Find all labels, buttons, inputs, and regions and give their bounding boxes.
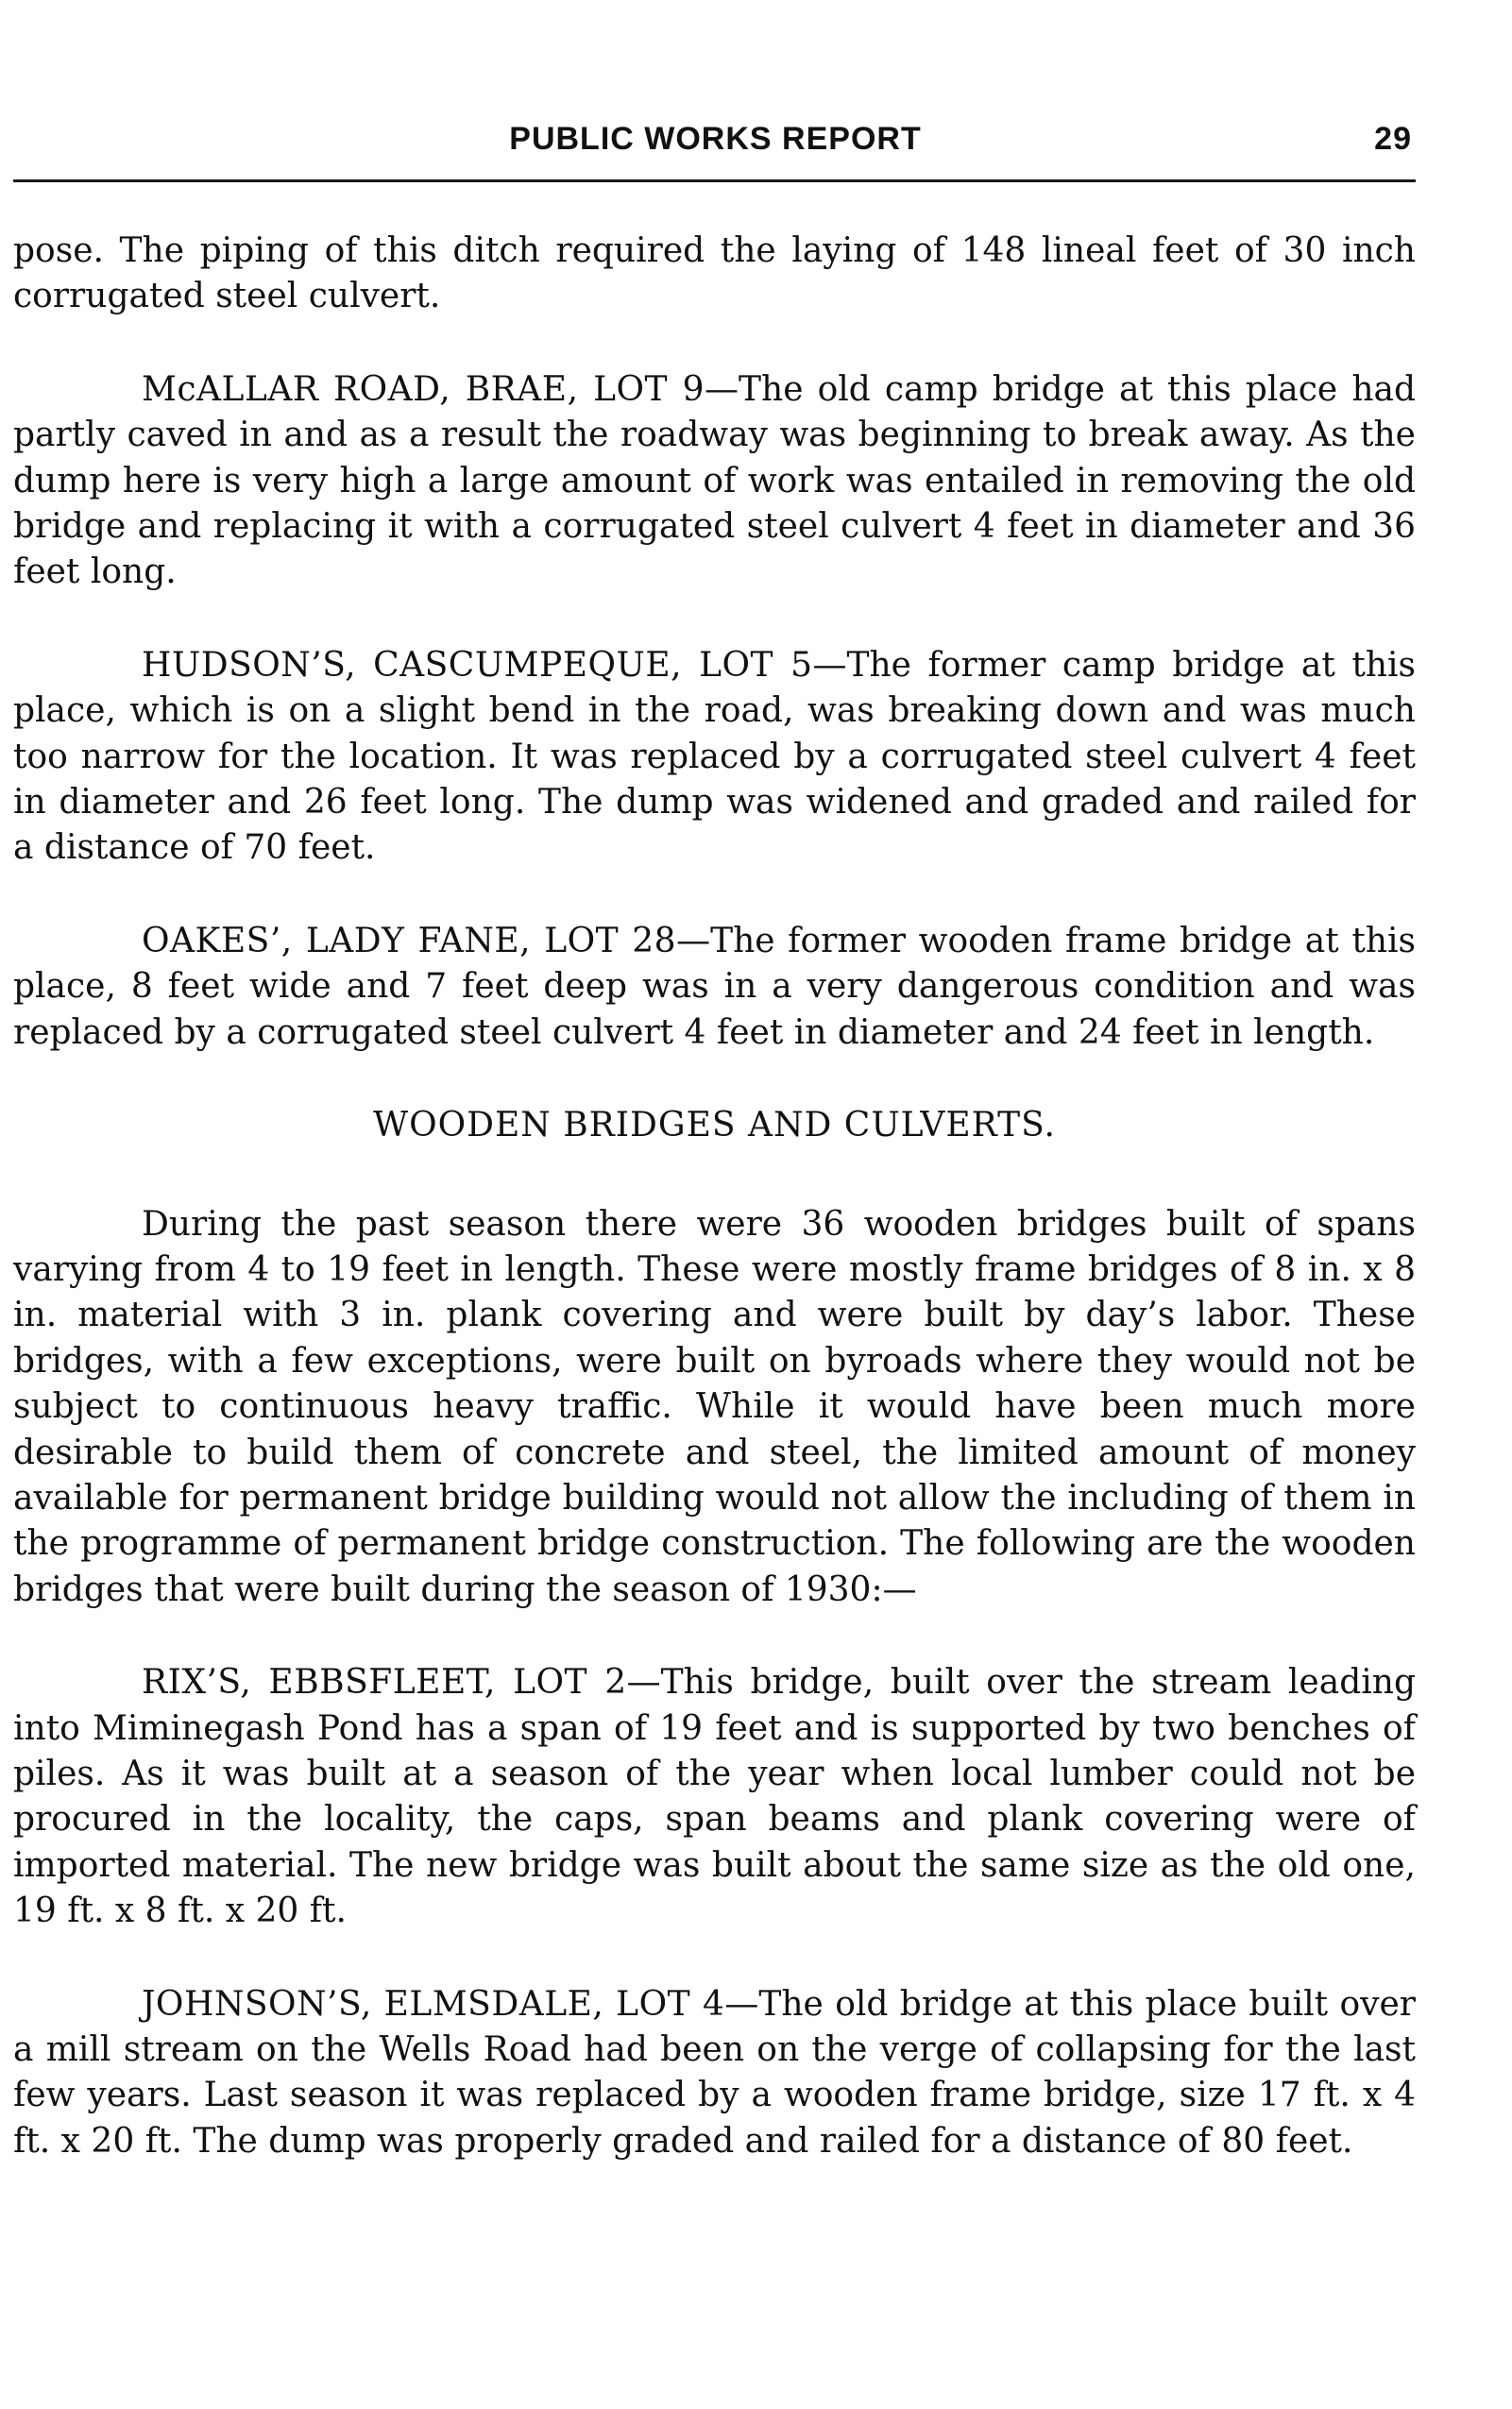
paragraph-text: —The old camp bridge at this place had partly caved in and as a result the roadway was beginning to break away. As the dump here is very high a large amount of work was entailed in removing the old bridge and replacing it with a corrugated steel culvert 4 feet in diameter and 36 feet long. xyxy=(13,369,1417,592)
paragraph-text: pose. The piping of this ditch required the laying of 148 lineal feet of 30 inch corrugated steel culvert. xyxy=(13,231,1416,316)
page-number: 29 xyxy=(1374,121,1412,157)
report-title: PUBLIC WORKS REPORT xyxy=(509,121,922,157)
paragraph-johnsons xyxy=(13,1982,1416,2165)
body-text xyxy=(13,229,1416,2212)
header-rule xyxy=(13,179,1416,182)
paragraph-text: —The old bridge at this place built over a mill stream on the Wells Road had been on the verge of collapsing for the last few years. Last season it was replaced by a wooden frame bridge, size 17 ft. x 4 ft. x 20 ft. The dump was properly graded and railed for a distance of 80 feet. xyxy=(13,1984,1416,2161)
paragraph-rixs xyxy=(13,1660,1416,1934)
paragraph-oakes xyxy=(13,919,1416,1056)
paragraph-mcallar-road xyxy=(13,367,1416,596)
paragraph-lead: McALLAR ROAD, BRAE, LOT 9 xyxy=(142,369,705,409)
paragraph-wooden-bridges-intro xyxy=(13,1202,1416,1614)
paragraph-text: During the past season there were 36 wooden bridges built of spans varying from 4 to 19 feet in length. These were mostly frame bridges of 8 in. x 8 in. material with 3 in. plank covering and were built by day’s labor. These bridges, with a few exceptions, were built on byroads where they would not be subject to continuous heavy traffic. While it would have been much more desirable to build them of concrete and steel, the limited amount of money available for permanent bridge building would not allow the including of them in the programme of permanent bridge construction. The following are the wooden bridges that were built during the season of 1930:— xyxy=(13,1204,1416,1609)
section-heading: WOODEN BRIDGES AND CULVERTS. xyxy=(373,1106,1056,1145)
paragraph-lead: OAKES’, LADY FANE, LOT 28 xyxy=(142,921,677,960)
paragraph-text: —This bridge, built over the stream leading into Miminegash Pond has a span of 19 feet and is supported by two benches of piles. As it was built at a season of the year when local lumber could not be procured in the locality, the caps, span beams and plank covering were of imported material. The new bridge was built about the same size as the old one, 19 ft. x 8 ft. x 20 ft. xyxy=(13,1663,1416,1931)
paragraph-hudsons xyxy=(13,643,1416,872)
paragraph-lead: RIX’S, EBBSFLEET, LOT 2 xyxy=(142,1663,627,1703)
paragraph-text: —The former wooden frame bridge at this place, 8 feet wide and 7 feet deep was in a very dangerous condition and was replaced by a corrugated steel culvert 4 feet in diameter and 24 feet in length. xyxy=(13,921,1416,1052)
paragraph-lead: JOHNSON’S, ELMSDALE, LOT 4 xyxy=(142,1984,725,2024)
running-header xyxy=(19,121,1412,168)
paragraph-continuation xyxy=(13,229,1416,320)
paragraph-lead: HUDSON’S, CASCUMPEQUE, LOT 5 xyxy=(142,645,813,685)
paragraph-text: —The former camp bridge at this place, which is on a slight bend in the road, was breaking down and was much too narrow for the location. It was replaced by a corrugated steel culvert 4 feet in diameter and 26 feet long. The dump was widened and graded and railed for a distance of 70 feet. xyxy=(13,645,1416,868)
